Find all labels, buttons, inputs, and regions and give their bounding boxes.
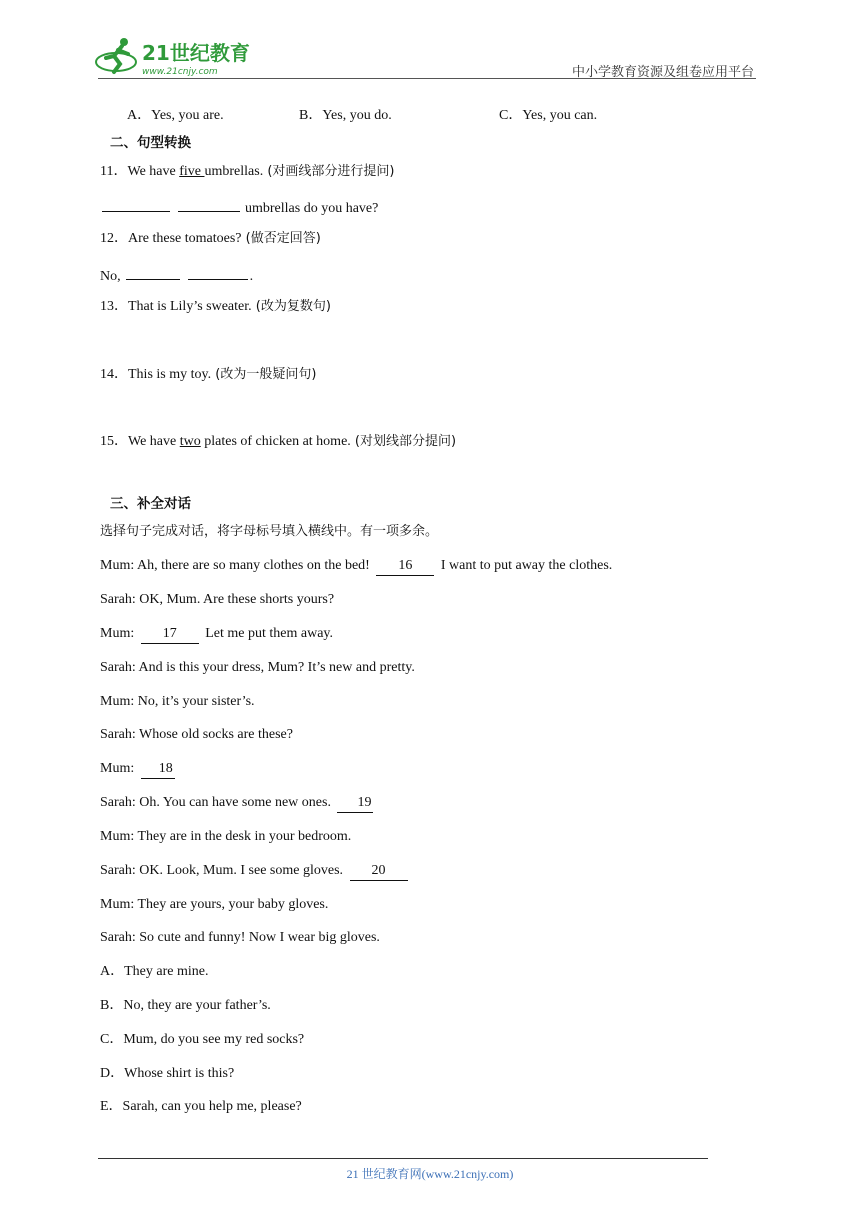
logo-text: 21世纪教育 <box>142 41 250 65</box>
instruction: (改为复数句) <box>251 299 331 314</box>
question-text: umbrellas. <box>204 164 264 179</box>
dialogue-text: Mum: <box>100 761 138 776</box>
underlined-word: five <box>179 164 205 179</box>
answer-line-12 <box>100 265 253 286</box>
question-text: Are these tomatoes? <box>128 231 242 246</box>
answer-text: . <box>249 269 254 284</box>
option-b: B．Yes, you do. <box>299 108 392 123</box>
footer-link[interactable]: 21 世纪教育网(www.21cnjy.com) <box>346 1167 514 1181</box>
dialogue-text: Sarah: OK. Look, Mum. I see some gloves. <box>100 863 347 878</box>
answer-blank[interactable] <box>126 265 180 280</box>
dialogue-line: Sarah: Whose old socks are these? <box>100 727 293 742</box>
question-text: We have <box>127 164 180 179</box>
answer-blank[interactable] <box>102 197 170 212</box>
answer-line-11 <box>100 197 378 218</box>
answer-blank-20[interactable]: 20 <box>350 862 408 881</box>
dialogue-text: Let me put them away. <box>201 626 334 641</box>
dialogue-line: Sarah: So cute and funny! Now I wear big gloves. <box>100 930 380 945</box>
dialogue-line <box>100 760 178 779</box>
site-logo <box>94 36 264 78</box>
footer-divider <box>98 1158 708 1159</box>
runner-icon <box>96 38 136 72</box>
answer-text: No, <box>100 269 125 284</box>
choice-b: B．No, they are your father’s. <box>100 998 271 1013</box>
question-text: plates of chicken at home. <box>200 434 351 449</box>
instruction: (对划线部分提问) <box>350 434 457 449</box>
question-text: We have <box>128 434 180 449</box>
answer-blank-17[interactable]: 17 <box>141 625 199 644</box>
option-a: A．Yes, you are. <box>127 108 224 123</box>
dialogue-line: Mum: They are yours, your baby gloves. <box>100 897 329 912</box>
answer-blank[interactable] <box>188 265 248 280</box>
instruction: (改为一般疑问句) <box>211 367 317 382</box>
answer-blank-19[interactable]: 19 <box>337 794 373 813</box>
section-title-3: 三、补全对话 <box>110 496 191 512</box>
logo-url: www.21cnjy.com <box>142 67 218 77</box>
question-number: 14． <box>100 367 128 382</box>
question-text: That is Lily’s sweater. <box>128 299 252 314</box>
dialogue-text: Mum: Ah, there are so many clothes on the bed! <box>100 558 374 573</box>
question-number: 15． <box>100 434 128 449</box>
instruction: (对画线部分进行提问) <box>263 164 395 179</box>
dialogue-line: Sarah: OK, Mum. Are these shorts yours? <box>100 592 335 607</box>
question-number: 13． <box>100 299 128 314</box>
dialogue-line: Mum: They are in the desk in your bedroom. <box>100 829 352 844</box>
header-platform-text: 中小学教育资源及组卷应用平台 <box>571 65 754 80</box>
option-c: C．Yes, you can. <box>499 108 598 123</box>
answer-text: umbrellas do you have? <box>241 201 379 216</box>
dialogue-line <box>100 625 333 644</box>
answer-blank-16[interactable]: 16 <box>376 557 434 576</box>
question-15 <box>100 433 456 451</box>
section-instruction: 选择句子完成对话，将字母标号填入横线中。有一项多余。 <box>100 524 439 539</box>
dialogue-line <box>100 794 376 813</box>
dialogue-text: I want to put away the clothes. <box>437 558 613 573</box>
question-text: This is my toy. <box>128 367 212 382</box>
dialogue-line <box>100 557 612 576</box>
choice-a: A．They are mine. <box>100 964 209 979</box>
header-divider <box>98 78 756 79</box>
question-14 <box>100 366 316 384</box>
dialogue-line: Mum: No, it’s your sister’s. <box>100 694 255 709</box>
dialogue-line: Sarah: And is this your dress, Mum? It’s new and pretty. <box>100 660 415 675</box>
question-number: 11． <box>100 164 128 179</box>
answer-blank-18[interactable]: 18 <box>141 760 175 779</box>
question-number: 12． <box>100 231 128 246</box>
answer-blank[interactable] <box>178 197 240 212</box>
question-12 <box>100 230 321 248</box>
question-11 <box>100 163 394 181</box>
choice-e: E．Sarah, can you help me, please? <box>100 1099 302 1114</box>
underlined-word: two <box>179 434 201 449</box>
dialogue-text: Sarah: Oh. You can have some new ones. <box>100 795 335 810</box>
choice-d: D．Whose shirt is this? <box>100 1066 235 1081</box>
choice-c: C．Mum, do you see my red socks? <box>100 1032 305 1047</box>
instruction: (做否定回答) <box>241 231 321 246</box>
dialogue-text: Mum: <box>100 626 138 641</box>
question-13 <box>100 298 331 316</box>
section-title-2: 二、句型转换 <box>110 135 191 151</box>
dialogue-line <box>100 862 411 881</box>
